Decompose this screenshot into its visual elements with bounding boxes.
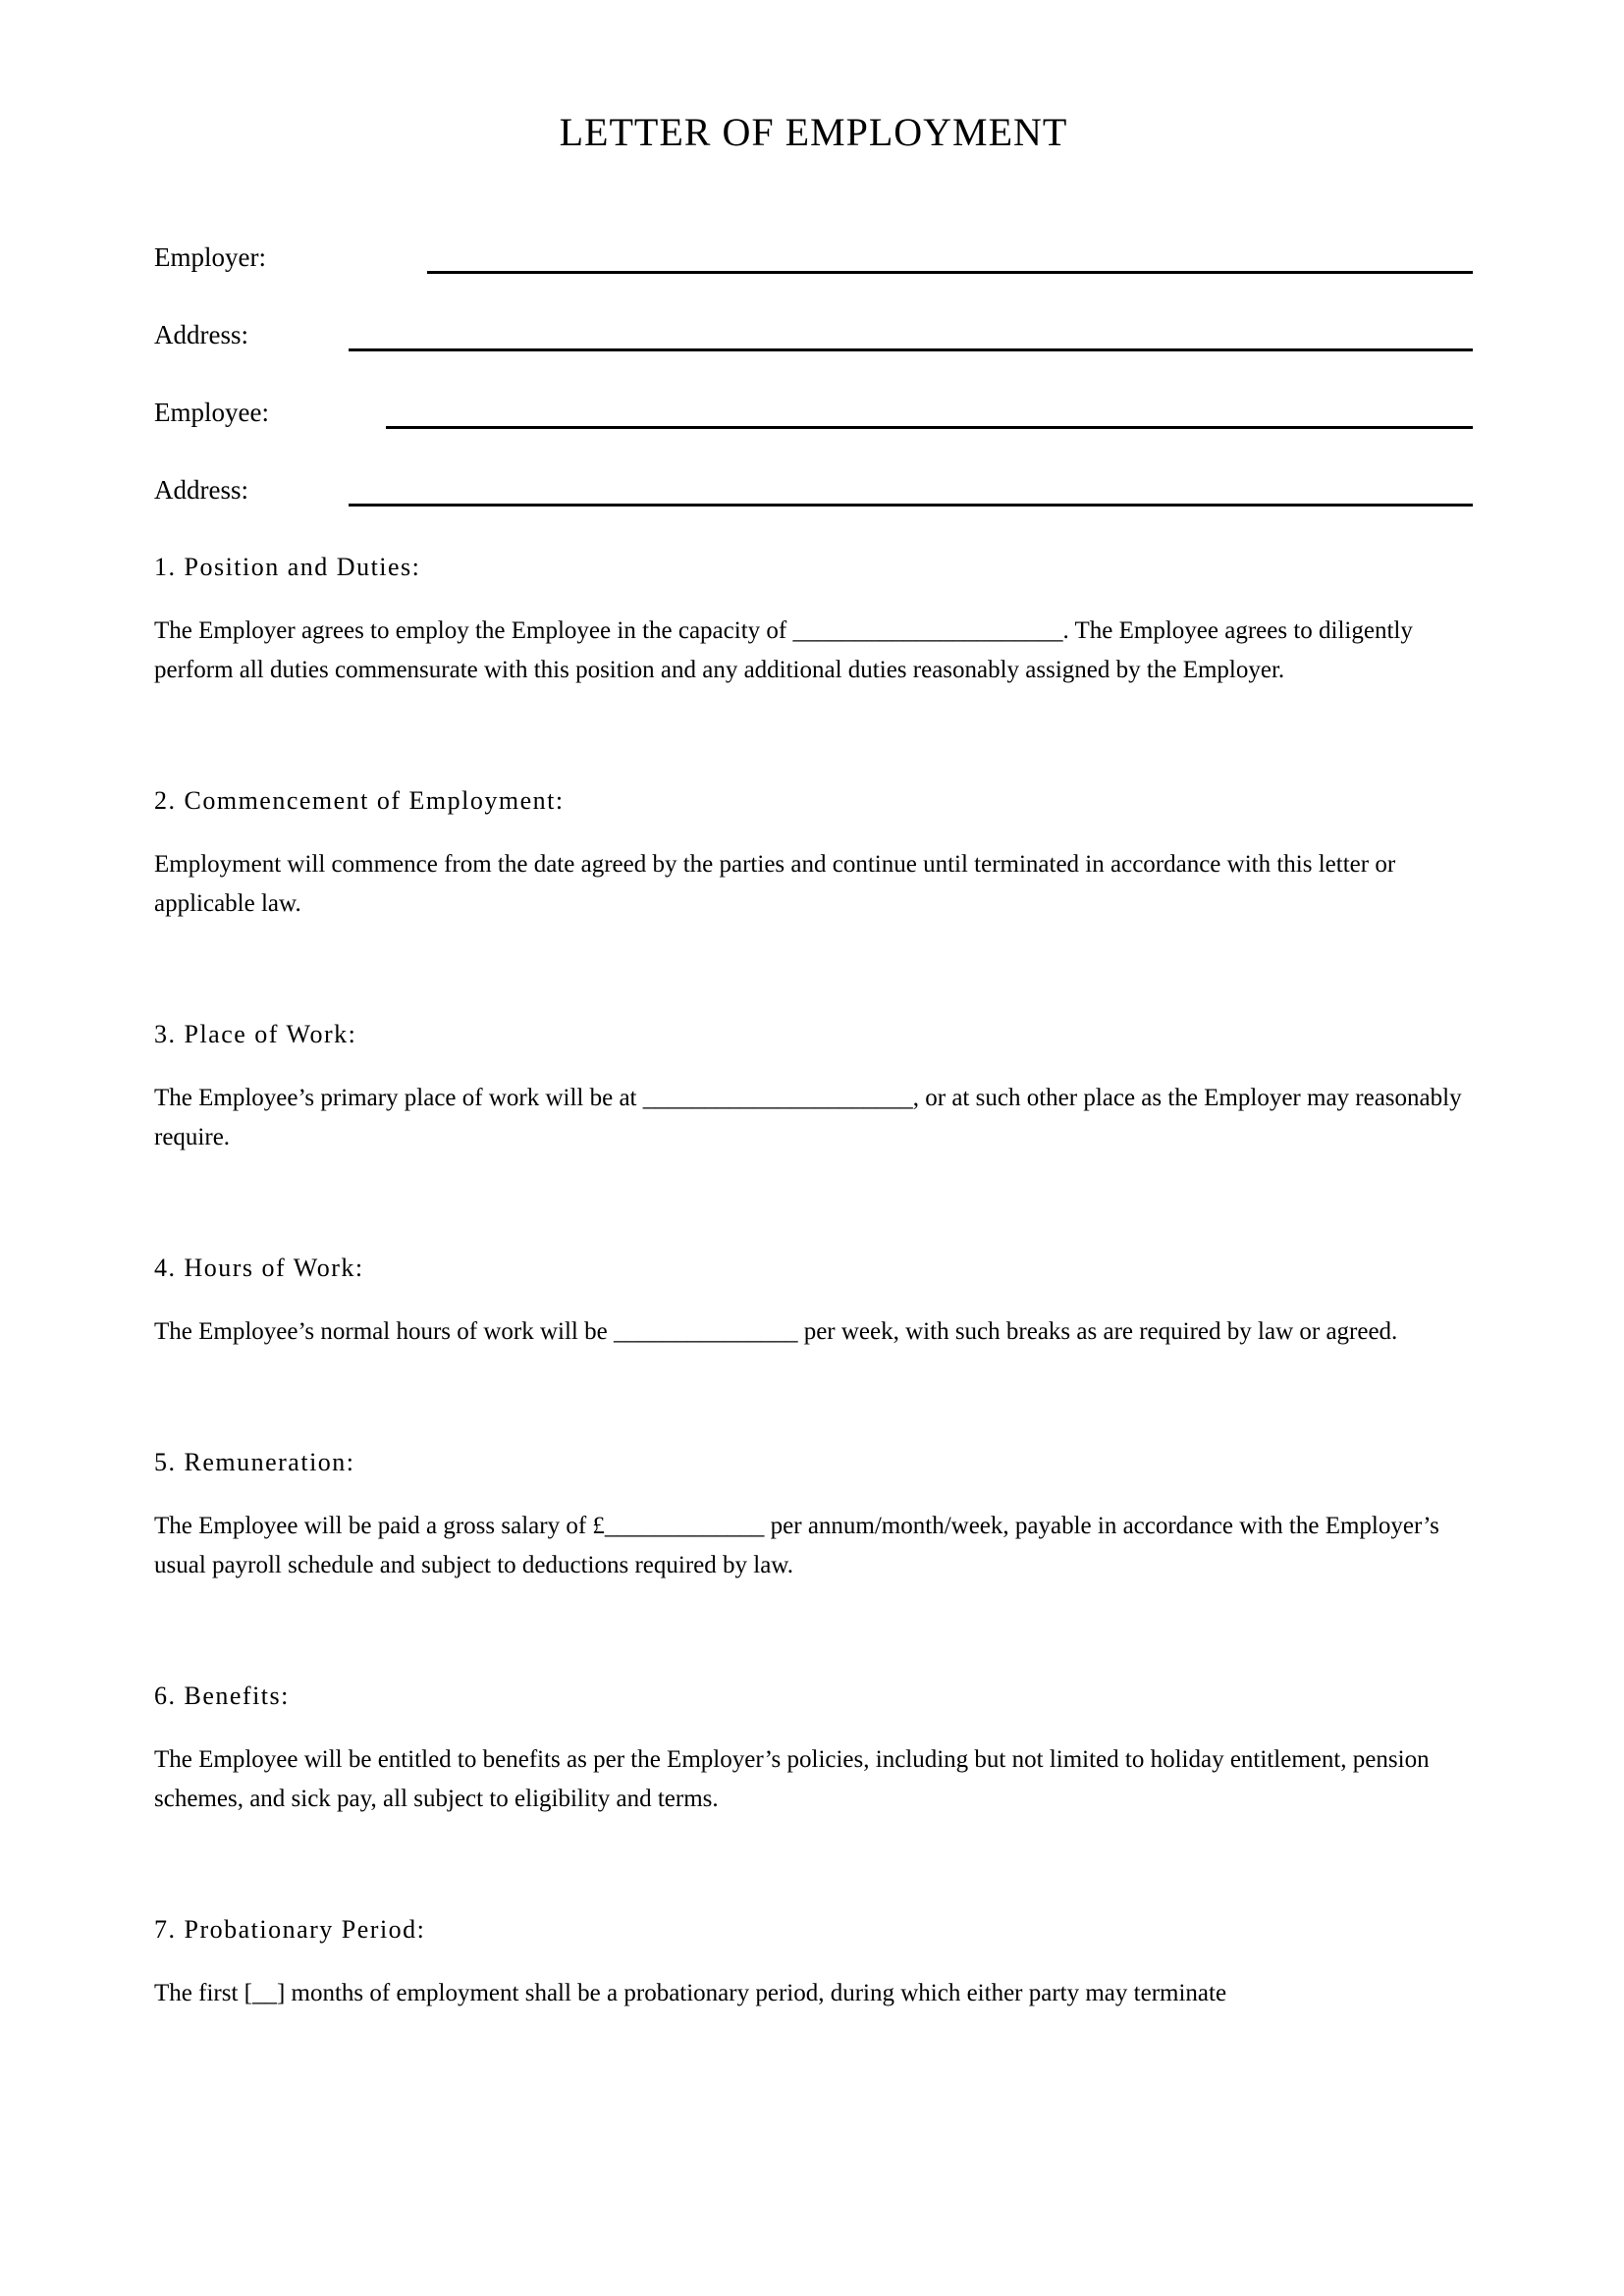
section-paragraph: The Employee will be entitled to benefits as per the Employer’s policies, including but not limited to holiday entitlement, pension schemes, and sick pay, all subject to eligibility and terms. bbox=[154, 1746, 1430, 1812]
section-paragraph: The Employee will be paid a gross salary of £_____________ per annum/month/week, payable in accordance with the Employer’s usual payroll schedule and subject to deductions required by law. bbox=[154, 1513, 1439, 1578]
header-form bbox=[154, 240, 1473, 507]
section-position-and-duties bbox=[154, 551, 1473, 690]
section-heading: 3. Place of Work: bbox=[154, 1020, 357, 1048]
section-heading: 7. Probationary Period: bbox=[154, 1915, 426, 1944]
field-row-employee-address bbox=[154, 473, 1473, 507]
section-remuneration bbox=[154, 1446, 1473, 1585]
section-paragraph: The Employee’s primary place of work will be at ______________________, or at such other place as the Employer may reasonably require. bbox=[154, 1085, 1462, 1150]
document-title: LETTER OF EMPLOYMENT bbox=[559, 110, 1068, 154]
employee-address-label-box bbox=[154, 473, 349, 507]
employee-address-blank-line[interactable] bbox=[349, 504, 1473, 507]
section-paragraph: The Employee’s normal hours of work will be _______________ per week, with such breaks as are required by law or agreed. bbox=[154, 1318, 1398, 1345]
section-paragraph: The Employer agrees to employ the Employee in the capacity of ______________________. The Employee agrees to diligently perform all duties commensurate with this position and any additional duties reasonably assigned by the Employer. bbox=[154, 617, 1413, 683]
section-probationary-period bbox=[154, 1913, 1473, 2013]
employer-address-blank-line[interactable] bbox=[349, 348, 1473, 351]
section-paragraph: Employment will commence from the date agreed by the parties and continue until terminated in accordance with this letter or applicable law. bbox=[154, 851, 1396, 917]
section-benefits bbox=[154, 1680, 1473, 1819]
employee-label: Employee: bbox=[154, 398, 269, 427]
field-row-employer-address bbox=[154, 318, 1473, 351]
section-commencement bbox=[154, 784, 1473, 924]
employee-label-box bbox=[154, 396, 386, 429]
section-heading: 4. Hours of Work: bbox=[154, 1254, 364, 1282]
section-heading: 2. Commencement of Employment: bbox=[154, 786, 565, 815]
section-heading: 6. Benefits: bbox=[154, 1682, 290, 1710]
employee-address-label: Address: bbox=[154, 475, 248, 505]
employer-label-box bbox=[154, 240, 427, 274]
employee-blank-line[interactable] bbox=[386, 426, 1473, 429]
section-paragraph: The first [__] months of employment shall be a probationary period, during which either party may terminate bbox=[154, 1980, 1227, 2006]
employer-address-label-box bbox=[154, 318, 349, 351]
field-row-employee bbox=[154, 396, 1473, 429]
section-heading: 1. Position and Duties: bbox=[154, 553, 421, 581]
section-hours-of-work bbox=[154, 1252, 1473, 1352]
section-heading: 5. Remuneration: bbox=[154, 1448, 355, 1476]
employer-blank-line[interactable] bbox=[427, 271, 1473, 274]
employer-label: Employer: bbox=[154, 242, 266, 272]
section-place-of-work bbox=[154, 1018, 1473, 1157]
field-row-employer bbox=[154, 240, 1473, 274]
document-body bbox=[154, 551, 1473, 2013]
employer-address-label: Address: bbox=[154, 320, 248, 349]
